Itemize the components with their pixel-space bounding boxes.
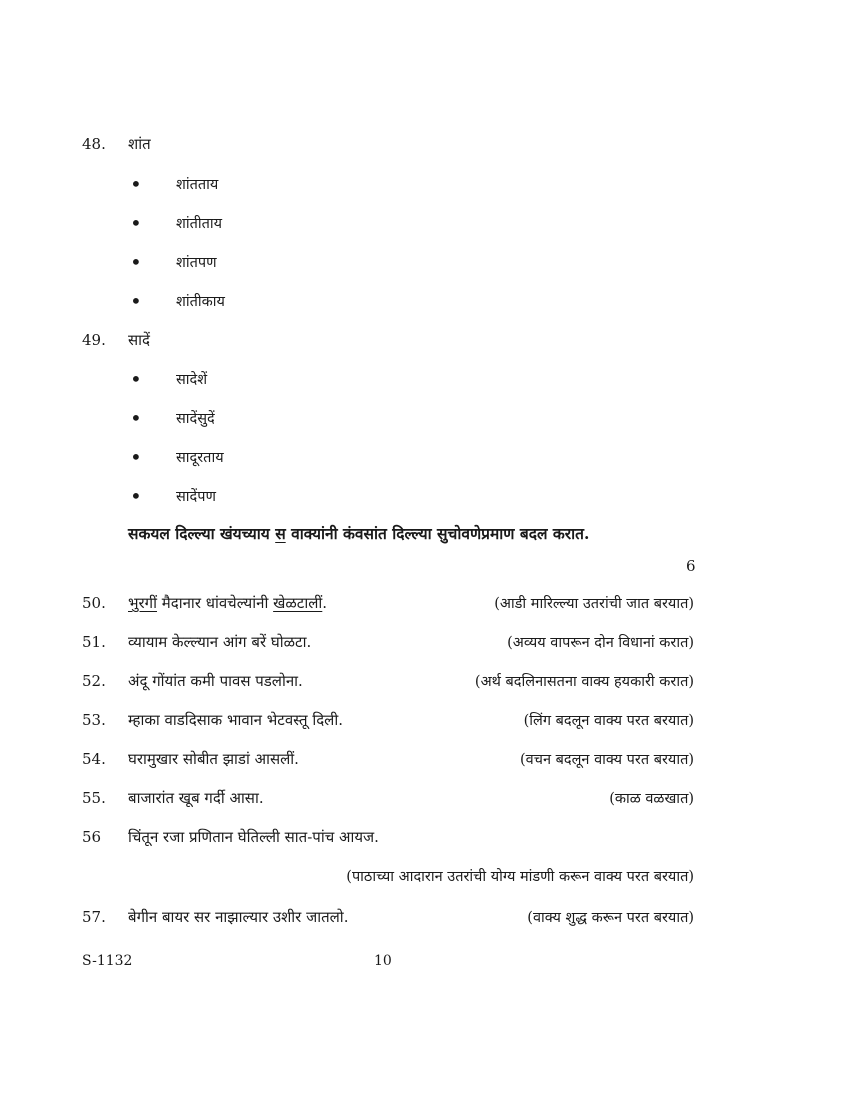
question-hint: (काळ वळखात)	[609, 791, 694, 807]
bullet-icon: •	[130, 211, 142, 235]
option-text: सादेंसुदें	[176, 411, 215, 427]
question-text: अंदू गोंयांत कमी पावस पडलोना.	[128, 672, 303, 690]
question-text: व्यायाम केल्ल्यान आंग बरें घोळटा.	[128, 633, 312, 651]
bullet-icon: •	[130, 445, 142, 469]
bullet-icon: •	[130, 289, 142, 313]
question-number: 56	[82, 828, 102, 846]
question-word: शांत	[128, 135, 151, 153]
option-text: सादूरताय	[176, 450, 224, 466]
option-text: शांतपण	[176, 255, 217, 271]
question-number: 57.	[82, 908, 106, 926]
question-number: 48.	[82, 135, 106, 153]
page-number: 10	[374, 953, 392, 969]
paper-code: S-1132	[82, 953, 133, 969]
question-text: बेगीन बायर सर नाझाल्यार उशीर जातलो.	[128, 908, 349, 926]
question-hint: (वचन बदलून वाक्य परत बरयात)	[520, 752, 694, 768]
question-text: म्हाका वाडदिसाक भावान भेटवस्तू दिली.	[128, 711, 343, 729]
option-text: शांतीताय	[176, 216, 223, 232]
section-marks: 6	[686, 557, 696, 575]
question-hint: (पाठाच्या आदारान उतरांची योग्य मांडणी करून वाक्य परत बरयात)	[346, 869, 694, 885]
question-number: 53.	[82, 711, 106, 729]
question-text: चिंतून रजा प्रणितान घेतिल्ली सात-पांच आयज.	[128, 828, 379, 846]
bullet-icon: •	[130, 484, 142, 508]
question-hint: (अव्यय वापरून दोन विधानां करात)	[507, 635, 694, 651]
question-number: 50.	[82, 594, 106, 612]
question-number: 51.	[82, 633, 106, 651]
question-hint: (लिंग बदलून वाक्य परत बरयात)	[523, 713, 694, 729]
bullet-icon: •	[130, 406, 142, 430]
question-word: सादें	[128, 331, 150, 349]
option-text: सादेशें	[176, 372, 208, 388]
bullet-icon: •	[130, 250, 142, 274]
option-text: सादेंपण	[176, 489, 216, 505]
question-number: 49.	[82, 331, 106, 349]
option-text: शांतताय	[176, 177, 219, 193]
question-number: 54.	[82, 750, 106, 768]
question-hint: (अर्थ बदलिनासतना वाक्य हयकारी करात)	[474, 674, 694, 690]
bullet-icon: •	[130, 172, 142, 196]
question-hint: (वाक्य शुद्ध करून परत बरयात)	[527, 910, 694, 926]
bullet-icon: •	[130, 367, 142, 391]
option-text: शांतीकाय	[176, 294, 225, 310]
question-number: 52.	[82, 672, 106, 690]
question-text: बाजारांत खूब गर्दी आसा.	[128, 789, 264, 807]
question-text: घरामुखार सोबीत झाडां आसलीं.	[128, 750, 299, 768]
question-text: भुरगीं मैदानार धांवचेल्यांनी खेळटालीं.	[128, 594, 328, 612]
section-instruction: सकयल दिल्ल्या खंयच्याय स वाक्यांनी कंवसांत दिल्ल्या सुचोवणेप्रमाण बदल करात.	[128, 524, 590, 543]
question-hint: (आडी मारिल्ल्या उतरांची जात बरयात)	[494, 596, 694, 612]
question-number: 55.	[82, 789, 106, 807]
